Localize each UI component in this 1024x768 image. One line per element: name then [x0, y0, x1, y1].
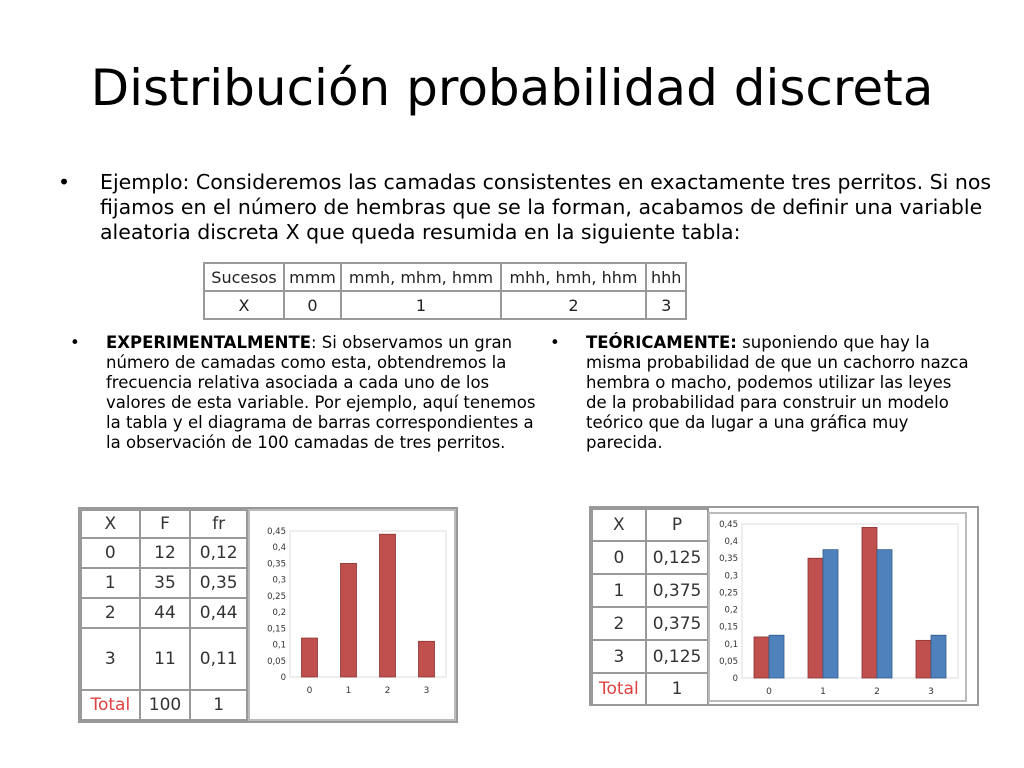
y-tick-label: 0,35: [719, 554, 738, 565]
bar: [769, 635, 784, 678]
frequency-table: [80, 509, 248, 721]
y-tick-label: 0,3: [272, 575, 286, 586]
prob-cell: 1: [592, 574, 646, 607]
freq-cell: 1: [190, 690, 247, 720]
bar: [808, 558, 823, 678]
freq-cell: 0: [81, 538, 140, 568]
experimental-panel: [78, 507, 458, 723]
bullet-dot: •: [58, 170, 71, 194]
teorico-text: [586, 333, 976, 453]
prob-cell: 0,375: [646, 607, 709, 640]
sucesos-cell: 3: [646, 291, 686, 319]
bar: [862, 527, 877, 678]
sucesos-cell: X: [204, 291, 284, 319]
sucesos-cell: 2: [501, 291, 646, 319]
y-tick-label: 0,35: [267, 559, 286, 570]
freq-cell: 44: [140, 598, 191, 628]
bullet-dot: •: [70, 333, 80, 352]
y-tick-label: 0: [732, 674, 738, 684]
freq-cell: 100: [140, 690, 191, 720]
prob-header-cell: P: [646, 509, 709, 541]
freq-header-cell: X: [81, 510, 140, 538]
y-tick-label: 0,1: [724, 639, 738, 650]
bar: [877, 550, 892, 678]
sucesos-cell: 1: [341, 291, 501, 319]
x-tick-label: 0: [306, 686, 313, 696]
x-tick-label: 3: [928, 687, 934, 697]
sucesos-cell: 0: [284, 291, 341, 319]
x-tick-label: 1: [345, 686, 352, 696]
freq-cell: 0,35: [190, 568, 247, 598]
prob-cell: 1: [646, 673, 709, 705]
prob-cell: 0: [592, 541, 646, 574]
y-tick-label: 0,4: [272, 543, 286, 554]
y-tick-label: 0,25: [267, 591, 286, 602]
bar: [302, 638, 318, 677]
sucesos-header-cell: Sucesos: [204, 263, 284, 291]
teorico-bar-chart: [710, 514, 965, 700]
bar: [380, 534, 396, 677]
y-tick-label: 0,45: [719, 520, 738, 530]
sucesos-header-cell: mmm: [284, 263, 341, 291]
experimental-body: : Si observamos un gran número de camadas como esta, obtendremos la frecuencia relativa asociada a cada uno de los valores de esta variable. Por ejemplo, aquí tenemos la tabla y el diagrama de barras correspondientes a la observación de 100 camadas de tres perritos.: [106, 333, 536, 452]
y-tick-label: 0,3: [724, 571, 738, 582]
prob-cell: 0,125: [646, 640, 709, 673]
x-tick-label: 2: [874, 687, 880, 697]
y-tick-label: 0,2: [724, 605, 738, 616]
experimental-chart: [248, 509, 456, 721]
x-tick-label: 1: [820, 687, 826, 697]
y-tick-label: 0,15: [267, 624, 286, 635]
bar: [419, 641, 435, 677]
y-tick-label: 0: [280, 673, 286, 683]
bar: [931, 635, 946, 678]
freq-cell: 35: [140, 568, 191, 598]
freq-cell: 0,12: [190, 538, 247, 568]
intro-text: Ejemplo: Consideremos las camadas consistentes en exactamente tres perritos. Si nos fijamos en el número de hembras que se la forman, acabamos de definir una variable aleatoria discreta X que queda resumida en la siguiente tabla:: [100, 170, 992, 244]
y-tick-label: 0,2: [272, 608, 286, 619]
sucesos-header-cell: mmh, mhm, hmm: [341, 263, 501, 291]
experimental-bold: EXPERIMENTALMENTE: [106, 333, 311, 352]
x-tick-label: 0: [766, 687, 772, 697]
freq-cell: 0,11: [190, 628, 247, 690]
sucesos-table: [203, 262, 687, 320]
experimental-text: [106, 333, 536, 453]
sucesos-header-cell: hhh: [646, 263, 686, 291]
prob-cell: 0,375: [646, 574, 709, 607]
bullet-dot: •: [550, 333, 560, 352]
probability-table: [591, 508, 709, 706]
freq-cell: 0,44: [190, 598, 247, 628]
freq-cell: 2: [81, 598, 140, 628]
x-tick-label: 2: [384, 686, 391, 696]
total-label: Total: [81, 690, 140, 720]
y-tick-label: 0,4: [724, 537, 738, 548]
bar: [754, 637, 769, 678]
y-tick-label: 0,05: [267, 656, 286, 667]
prob-cell: 2: [592, 607, 646, 640]
bar: [916, 640, 931, 678]
slide-title: Distribución probabilidad discreta: [90, 59, 934, 117]
total-label: Total: [592, 673, 646, 705]
prob-header-cell: X: [592, 509, 646, 541]
prob-cell: 3: [592, 640, 646, 673]
freq-header-cell: F: [140, 510, 191, 538]
bar: [341, 563, 357, 677]
freq-cell: 11: [140, 628, 191, 690]
freq-cell: 1: [81, 568, 140, 598]
y-tick-label: 0,25: [719, 588, 738, 599]
experimental-bar-chart: [250, 511, 454, 719]
y-tick-label: 0,1: [272, 640, 286, 651]
y-tick-label: 0,15: [719, 622, 738, 633]
freq-cell: 12: [140, 538, 191, 568]
y-tick-label: 0,45: [267, 527, 286, 537]
prob-cell: 0,125: [646, 541, 709, 574]
x-tick-label: 3: [423, 686, 430, 696]
teorico-panel: [589, 506, 979, 706]
teorico-body: suponiendo que hay la misma probabilidad de que un cachorro nazca hembra o macho, podemos utilizar las leyes de la probabilidad para construir un modelo teórico que da lugar a una gráfica muy parecida.: [586, 333, 969, 452]
sucesos-header-cell: mhh, hmh, hhm: [501, 263, 646, 291]
teorico-bold: TEÓRICAMENTE:: [586, 333, 737, 352]
bar: [823, 550, 838, 678]
freq-header-cell: fr: [190, 510, 247, 538]
y-tick-label: 0,05: [719, 656, 738, 667]
teorico-chart: [708, 512, 967, 702]
freq-cell: 3: [81, 628, 140, 690]
